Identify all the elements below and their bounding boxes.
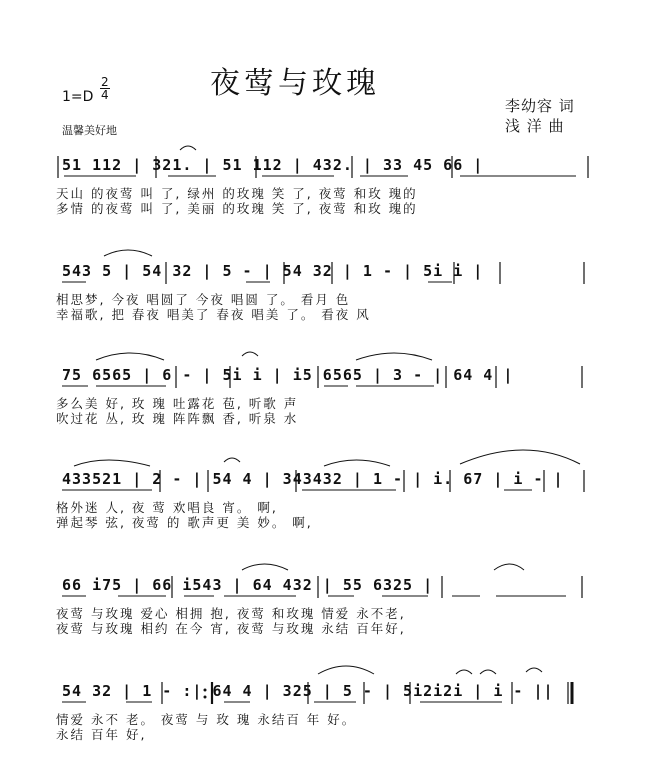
system-5-notes: 66 i75 | 66 i543 | 64 432 | 55 6325 | xyxy=(62,576,434,594)
system-3-lyric-verse-1: 多么美 好, 玫 瑰 吐露花 苞, 听歌 声 xyxy=(56,396,299,411)
key-signature: 1=D xyxy=(62,89,94,105)
song-title: 夜莺与玫瑰 xyxy=(210,66,380,101)
score-system-6 xyxy=(56,682,596,742)
system-6-notes: 54 32 | 1 - :| 64 4 | 325 | 5 - | 5i2i2i | i - || xyxy=(62,682,554,700)
system-2-lyric-verse-1: 相思梦, 今夜 唱圆了 今夜 唱圆 了。 看月 色 xyxy=(56,292,351,307)
tempo-marking: 温馨美好地 xyxy=(62,124,117,137)
system-4-lyric-verse-1: 格外迷 人, 夜 莺 欢唱良 宵。 啊, xyxy=(56,500,278,515)
composer-credit: 浅 洋 曲 xyxy=(505,117,565,135)
system-1-lyric-verse-1: 天山 的夜莺 叫 了, 绿州 的玫瑰 笑 了, 夜莺 和玫 瑰的 xyxy=(56,186,418,201)
system-1-notes: 51 112 | 321. | 51 112 | 432. | 33 45 66 | xyxy=(62,156,484,174)
score-system-4 xyxy=(56,470,596,530)
system-6-lyric-verse-1: 情爱 永不 老。 夜莺 与 玫 瑰 永结百 年 好。 xyxy=(56,712,357,727)
score-system-2 xyxy=(56,262,596,322)
system-2-notes: 543 5 | 54 32 | 5 - | 54 32 | 1 - | 5i i | xyxy=(62,262,484,280)
system-1-lyric-verse-2: 多情 的夜莺 叫 了, 美丽 的玫瑰 笑 了, 夜莺 和玫 瑰的 xyxy=(56,201,418,216)
score-system-3 xyxy=(56,366,596,426)
system-2-lyric-verse-2: 幸福歌, 把 春夜 唱美了 春夜 唱美 了。 看夜 风 xyxy=(56,307,371,322)
system-5-lyric-verse-1: 夜莺 与玫瑰 爱心 相拥 抱, 夜莺 和玫瑰 情爱 永不老, xyxy=(56,606,406,621)
time-signature-bottom: 4 xyxy=(101,88,109,102)
system-6-lyric-verse-2: 永结 百年 好, xyxy=(56,727,147,742)
system-4-lyric-verse-2: 弹起琴 弦, 夜莺 的 歌声更 美 妙。 啊, xyxy=(56,515,313,530)
score-system-5 xyxy=(56,576,596,636)
time-signature-top: 2 xyxy=(101,75,109,89)
system-3-notes: 75 6565 | 6 - | 5i i | i5 6565 | 3 - | 64 4 | xyxy=(62,366,514,384)
score-system-1 xyxy=(56,156,596,216)
system-5-lyric-verse-2: 夜莺 与玫瑰 相约 在今 宵, 夜莺 与玫瑰 永结 百年好, xyxy=(56,621,406,636)
lyricist-credit: 李幼容 词 xyxy=(505,97,575,115)
system-3-lyric-verse-2: 吹过花 丛, 玫 瑰 阵阵飘 香, 听泉 水 xyxy=(56,411,299,426)
time-signature xyxy=(100,76,110,101)
system-4-notes: 433521 | 2 - | 54 4 | 343432 | 1 - | i. 67 | i - | xyxy=(62,470,564,488)
